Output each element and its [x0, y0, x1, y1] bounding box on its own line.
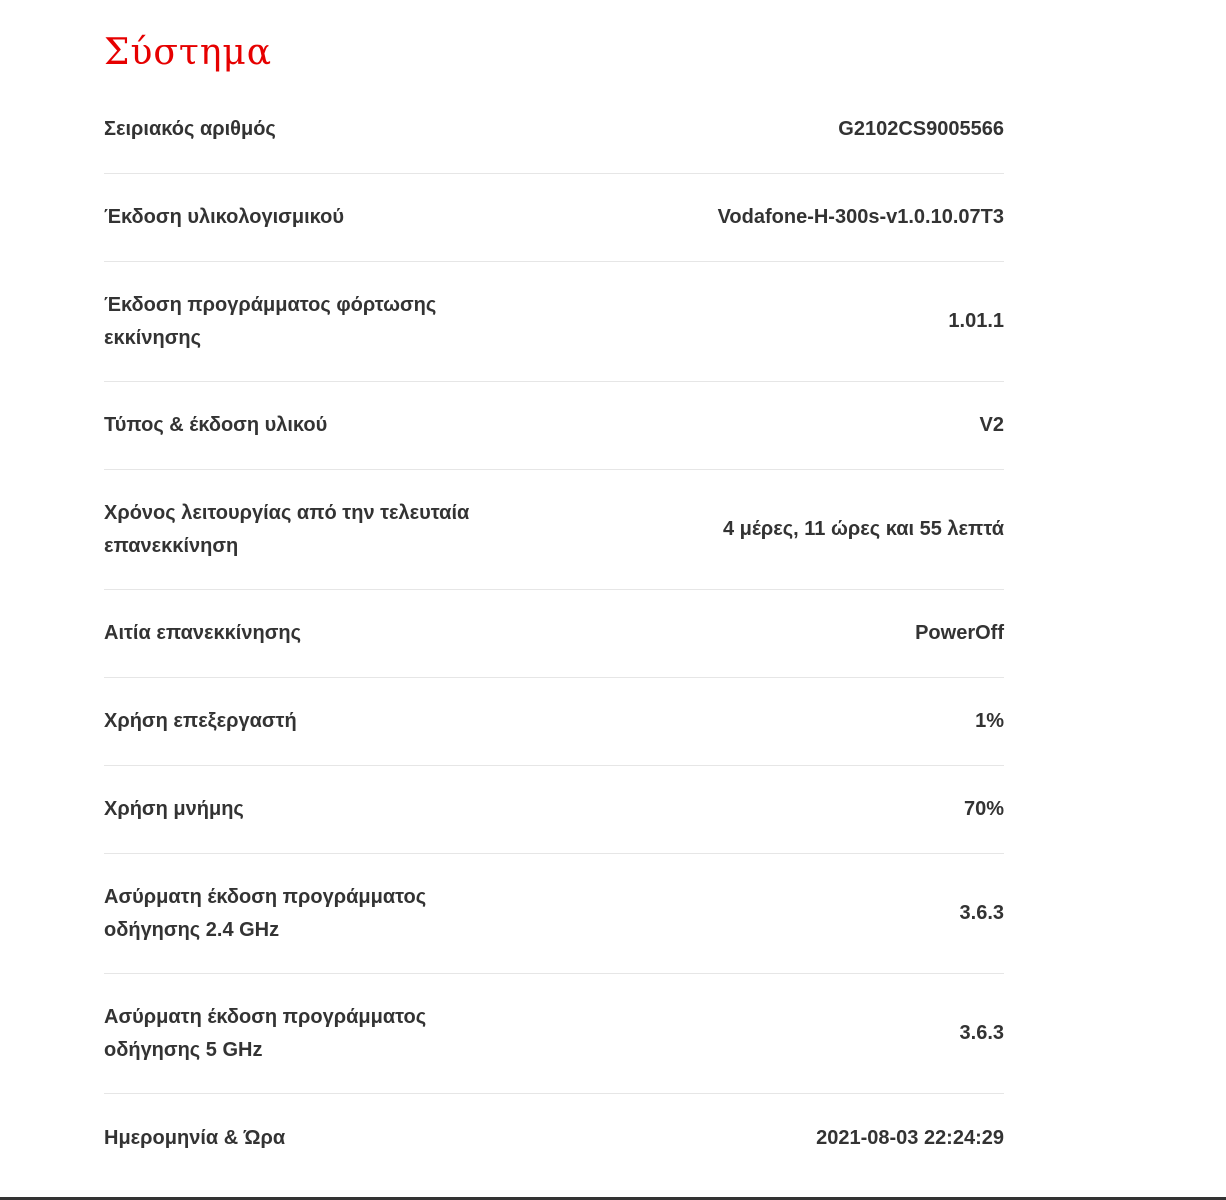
- uptime-label: Χρόνος λειτουργίας από την τελευταία επανεκκίνηση: [104, 501, 470, 557]
- firmware-version-value: Vodafone-H-300s-v1.0.10.07T3: [717, 206, 1004, 228]
- row-serial-number: [104, 86, 1004, 174]
- row-wireless-driver-5ghz: [104, 974, 1004, 1094]
- date-time-value: 2021-08-03 22:24:29: [816, 1126, 1004, 1149]
- memory-usage-value: 70%: [963, 798, 1004, 820]
- row-wireless-driver-24ghz: [104, 854, 1004, 974]
- cpu-usage-label: Χρήση επεξεργαστή: [104, 710, 297, 732]
- uptime-value: 4 μέρες, 11 ώρες και 55 λεπτά: [722, 518, 1004, 540]
- firmware-version-label: Έκδοση υλικολογισμικού: [104, 206, 344, 228]
- row-date-time: [104, 1094, 1004, 1182]
- reboot-reason-value: PowerOff: [915, 622, 1004, 644]
- serial-number-label: Σειριακός αριθμός: [104, 118, 276, 140]
- cpu-usage-value: 1%: [975, 710, 1004, 732]
- hardware-version-value: V2: [979, 414, 1004, 436]
- wireless-driver-5ghz-label: Ασύρματη έκδοση προγράμματος οδήγησης 5 GHz: [104, 1005, 427, 1061]
- system-panel: [104, 0, 1004, 1149]
- row-cpu-usage: [104, 678, 1004, 766]
- date-time-label: Ημερομηνία & Ώρα: [104, 1126, 286, 1149]
- row-hardware-version: [104, 382, 1004, 470]
- bootloader-version-value: 1.01.1: [948, 310, 1004, 332]
- row-firmware-version: [104, 174, 1004, 262]
- reboot-reason-label: Αιτία επανεκκίνησης: [104, 622, 301, 644]
- memory-usage-label: Χρήση μνήμης: [104, 798, 244, 820]
- row-reboot-reason: [104, 590, 1004, 678]
- wireless-driver-24ghz-value: 3.6.3: [959, 902, 1004, 924]
- bootloader-version-label: Έκδοση προγράμματος φόρτωσης εκκίνησης: [104, 293, 437, 349]
- system-info-list: [104, 86, 1004, 1182]
- serial-number-value: G2102CS9005566: [838, 118, 1004, 140]
- row-memory-usage: [104, 766, 1004, 854]
- row-bootloader-version: [104, 262, 1004, 382]
- hardware-version-label: Τύπος & έκδοση υλικού: [104, 414, 328, 436]
- wireless-driver-5ghz-value: 3.6.3: [959, 1022, 1004, 1044]
- wireless-driver-24ghz-label: Ασύρματη έκδοση προγράμματος οδήγησης 2.4 GHz: [104, 885, 427, 941]
- section-title: Σύστημα: [104, 32, 273, 73]
- row-uptime: [104, 470, 1004, 590]
